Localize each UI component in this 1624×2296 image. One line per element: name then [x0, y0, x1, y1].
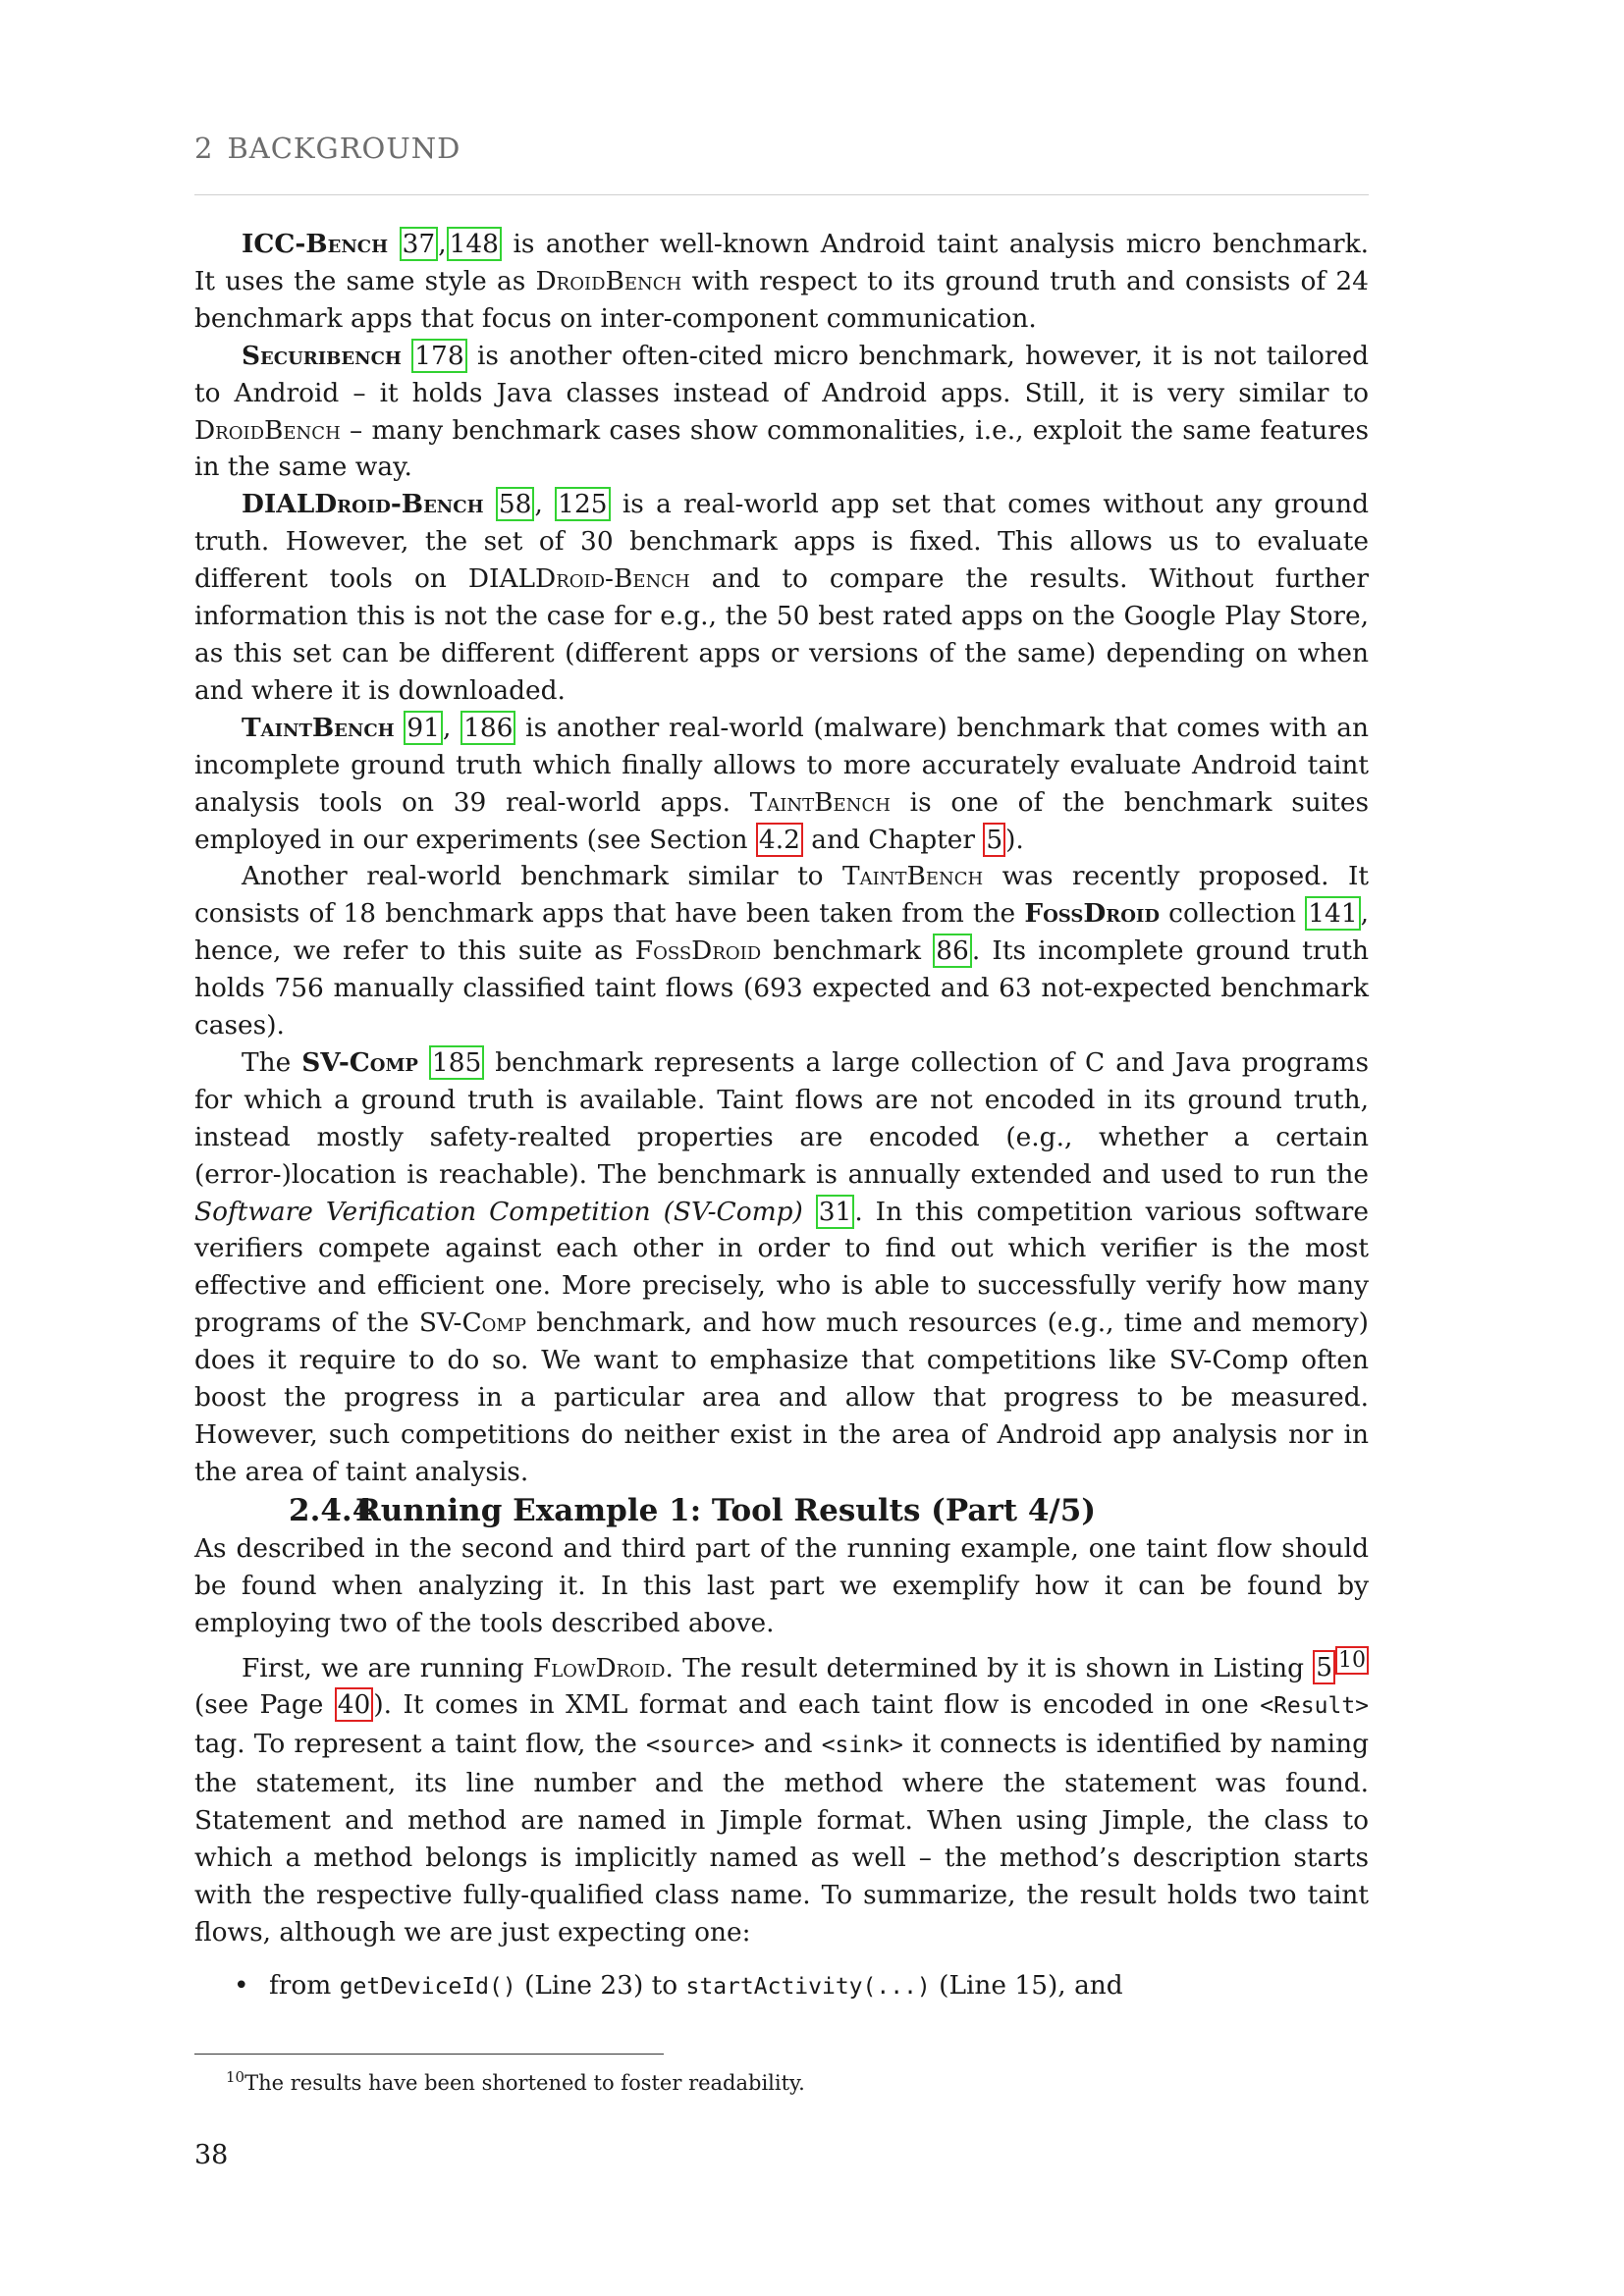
- benchmark-name: TaintBench: [242, 712, 395, 743]
- section-heading: [194, 1491, 1369, 1530]
- text: DroidBench: [535, 265, 682, 296]
- text: First, we are running: [242, 1652, 533, 1683]
- text: is another real-world (malware) benchmark that comes with an incomplete ground truth which finally allows to more accurately evaluate Android taint analysis tools on 39 real-world apps.: [194, 712, 1370, 818]
- footnote-mark: 10: [226, 2068, 245, 2086]
- text: DroidBench: [194, 414, 341, 446]
- footnote-ref-link[interactable]: 10: [1335, 1646, 1369, 1675]
- code: getDeviceId(): [339, 1973, 516, 2000]
- section-number: 2.4.4: [289, 1492, 374, 1528]
- text: Another real-world benchmark similar to: [242, 861, 842, 892]
- citation-link[interactable]: 186: [460, 711, 515, 745]
- emphasis: Software Verification Competition (SV-Comp): [194, 1196, 803, 1227]
- text: , hence, we refer to this suite as: [194, 898, 1370, 967]
- text: [803, 1197, 816, 1227]
- text: (Line 15), and: [930, 1969, 1123, 2001]
- citation-link[interactable]: 58: [496, 487, 535, 521]
- text: FossDroid: [634, 935, 762, 967]
- text: The: [242, 1046, 302, 1078]
- text: and Chapter: [802, 824, 984, 855]
- text: is another often-cited micro benchmark, however, it is not tailored to Android – it holds Java classes instead of Android apps. Still, it is very similar to: [194, 340, 1369, 408]
- text: . Its incomplete ground truth holds 756 manually classified taint flows (693 expected and 63 not-expected benchmark cases).: [194, 935, 1369, 1041]
- text: is a real-world app set that comes without any ground truth. However, the set of 30 benchmark apps is fixed. This allows us to evaluate different tools on: [194, 489, 1370, 595]
- text: with respect to its ground truth and consists of 24 benchmark apps that focus on inter-component communication.: [194, 265, 1369, 334]
- page-ref-link[interactable]: 40: [335, 1687, 374, 1722]
- text: (Line 23) to: [515, 1969, 686, 2001]
- chapter-title: BACKGROUND: [227, 132, 461, 165]
- text: DIALDroid-Bench: [467, 563, 690, 595]
- code: <sink>: [821, 1733, 903, 1759]
- paragraph-running-example-intro: As described in the second and third part of the running example, one taint flow should be found when analyzing it. In this last part we exemplify how it can be found by employing two of the tools described above.: [194, 1532, 1369, 1638]
- text: benchmark, and how much resources (e.g., time and memory) does it require to do so. We want to emphasize that competitions like SV-Comp often boost the progress in a particular area and allow that progress to be measured. However, such competitions do neither exist in the area of Android app analysis nor in the area of taint analysis.: [194, 1308, 1369, 1487]
- benchmark-name: ICC-Bench: [242, 229, 389, 259]
- text: SV-Comp: [418, 1308, 526, 1339]
- text: and to compare the results. Without further information this is not the case for e.g., the 50 best rated apps on the Google Play Store, as this set can be different (different apps or versions of the same) depending on when and where it is downloaded.: [194, 563, 1369, 706]
- running-head: [194, 132, 460, 165]
- footnote-text: The results have been shortened to foster readability.: [244, 2071, 805, 2095]
- text: collection: [1159, 898, 1306, 930]
- paragraph-icc-bench: ICC-Bench 37 , 148 is another well-known Android taint analysis micro benchmark. It uses the same style as DroidBench with respect to its ground truth and consists of 24 benchmark apps that focus on inter-component communication.: [194, 229, 1369, 334]
- paragraph-sv-comp: [194, 1044, 1369, 1491]
- text: (see Page: [194, 1689, 335, 1721]
- section-title: Running Example 1: Tool Results (Part 4/5): [355, 1492, 1096, 1528]
- paragraph-fossdroid: [194, 858, 1369, 1044]
- text: is one of the benchmark suites employed in our experiments (see Section: [194, 786, 1369, 855]
- text: tag. To represent a taint flow, the: [194, 1729, 646, 1760]
- citation-link[interactable]: 178: [411, 339, 466, 373]
- citation-link[interactable]: 37: [400, 227, 439, 261]
- header-rule: [194, 194, 1369, 195]
- benchmark-name: FossDroid: [1024, 898, 1160, 930]
- section-ref-link[interactable]: 4.2: [756, 823, 803, 857]
- citation-link[interactable]: 141: [1305, 896, 1360, 931]
- benchmark-name: SV-Comp: [301, 1046, 418, 1078]
- footnote: [226, 2063, 805, 2097]
- text: . The result determined by it is shown in Listing: [665, 1652, 1314, 1683]
- body-text: [194, 226, 1369, 2005]
- benchmark-name: DIALDroid-Bench: [242, 489, 484, 520]
- text: TaintBench: [749, 786, 891, 818]
- chapter-number: 2: [194, 132, 214, 165]
- listing-ref-link[interactable]: 5: [1313, 1650, 1335, 1684]
- text: ). It comes in XML format and each taint flow is encoded in one: [373, 1689, 1261, 1721]
- page-number: 38: [194, 2140, 229, 2170]
- text: – many benchmark cases show commonalities, i.e., exploit the same features in the same way.: [194, 414, 1369, 483]
- text: was recently proposed. It consists of 18 benchmark apps that have been taken from the: [194, 861, 1369, 930]
- code: <source>: [645, 1733, 755, 1759]
- paragraph-dialdroid: DIALDroid-Bench 58 , 125 is a real-world app set that comes without any ground truth. However, the set of 30 benchmark apps is fixed. This allows us to evaluate different tools on DIALDroid-Bench and to compare the results. Without further information this is not the case for e.g., the 50 best rated apps on the Google Play Store, as this set can be different (different apps or versions of the same) depending on when and where it is downloaded.: [194, 489, 1370, 706]
- citation-link[interactable]: 125: [555, 487, 610, 521]
- citation-link[interactable]: 148: [447, 227, 502, 261]
- code: <Result>: [1260, 1693, 1370, 1720]
- citation-link[interactable]: 86: [933, 934, 972, 968]
- list-item: [194, 1967, 1369, 2006]
- code: startActivity(...): [685, 1973, 931, 2000]
- text: ).: [1005, 824, 1024, 855]
- text: TaintBench: [842, 861, 984, 892]
- citation-link[interactable]: 185: [429, 1045, 484, 1080]
- text: benchmark represents a large collection of C and Java programs for which a ground truth is available. Taint flows are not encoded in its ground truth, instead mostly safety-realted properties are encoded (e.g., whether a certain (error-)location is reachable). The benchmark is annually extended and used to run the: [194, 1046, 1369, 1190]
- footnote-rule: [194, 2054, 664, 2055]
- text: is another well-known Android taint analysis micro benchmark. It uses the same style as: [194, 229, 1369, 296]
- text: . In this competition various software verifiers compete against each other in order to find out which verifier is the most effective and efficient one. More precisely, who is able to successfully verify how many programs of the: [194, 1196, 1369, 1339]
- chapter-ref-link[interactable]: 5: [983, 823, 1005, 857]
- benchmark-name: Securibench: [242, 340, 402, 371]
- citation-link[interactable]: 31: [816, 1195, 855, 1229]
- text: benchmark: [761, 935, 934, 967]
- text: from: [269, 1969, 340, 2001]
- text: it connects is identified by naming the statement, its line number and the method where the statement was found. Statement and method are named in Jimple format. When using Jimple, the class to which a method belongs is implicitly named as well – the method’s description starts with the respective fully-qualified class name. To summarize, the result holds two taint flows, although we are just expecting one:: [194, 1729, 1369, 1948]
- text: and: [754, 1729, 822, 1760]
- taint-flow-list: [194, 1967, 1369, 2006]
- paragraph-securibench: [194, 338, 1369, 487]
- paragraph-flowdroid-results: [194, 1642, 1369, 1951]
- citation-link[interactable]: 91: [404, 711, 443, 745]
- paragraph-taintbench: TaintBench 91 , 186 is another real-world (malware) benchmark that comes with an incomplete ground truth which finally allows to more accurately evaluate Android taint analysis tools on 39 real-world apps. TaintBench is one of the benchmark suites employed in our experiments (see Section 4.2 and Chapter 5 ).: [194, 712, 1370, 855]
- text: FlowDroid: [532, 1652, 666, 1683]
